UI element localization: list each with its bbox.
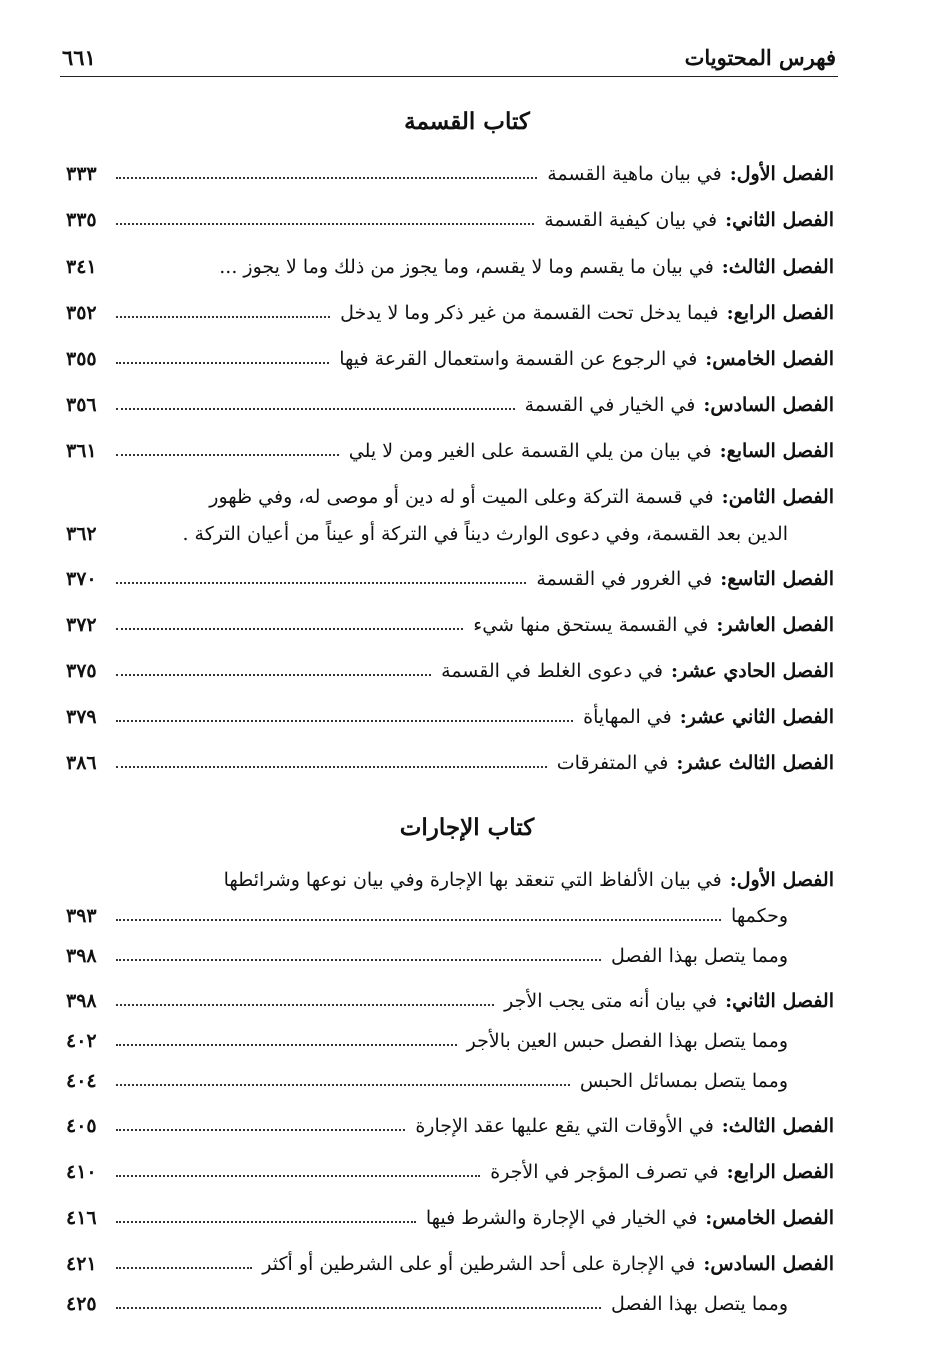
toc-entry: الفصل السادس: في الخيار في القسمة ٣٥٦ xyxy=(66,394,834,416)
section-title-ijarat: كتاب الإجارات xyxy=(399,814,535,841)
page-ref: ٣٦٢ xyxy=(66,523,97,545)
page-ref: ٤٠٤ xyxy=(66,1070,97,1092)
page-ref: ٣٦١ xyxy=(66,440,97,462)
toc-entry: الفصل الأول: في بيان ماهية القسمة ٣٣٣ xyxy=(66,163,834,185)
page-ref: ٤٠٢ xyxy=(66,1030,97,1052)
page-ref: ٤١٦ xyxy=(66,1207,97,1229)
page-ref: ٣٧٥ xyxy=(66,660,97,682)
leader-dots xyxy=(116,1083,570,1086)
toc-entry: الفصل الخامس: في الرجوع عن القسمة واستعمال القرعة فيها ٣٥٥ xyxy=(66,348,834,370)
toc-entry: الفصل الثاني: في بيان أنه متى يجب الأجر ٣٩٨ xyxy=(66,990,834,1012)
leader-dots xyxy=(116,1128,405,1131)
leader-dots xyxy=(116,1306,601,1309)
page-ref: ٣٨٦ xyxy=(66,752,97,774)
leader-dots xyxy=(116,918,721,921)
page-ref: ٣٤١ xyxy=(66,256,97,278)
leader-dots xyxy=(116,361,329,364)
toc-entry-sub: ومما يتصل بهذا الفصل ٤٢٥ xyxy=(66,1293,788,1315)
toc-entry: الفصل الخامس: في الخيار في الإجارة والشرط فيها ٤١٦ xyxy=(66,1207,834,1229)
toc-entry: الفصل السادس: في الإجارة على أحد الشرطين أو على الشرطين أو أكثر ٤٢١ xyxy=(66,1253,834,1275)
leader-dots xyxy=(116,765,547,768)
toc-entry: الفصل الثاني عشر: في المهايأة ٣٧٩ xyxy=(66,706,834,728)
section-title-qisma: كتاب القسمة xyxy=(404,108,530,135)
leader-dots xyxy=(116,453,339,456)
page-ref: ٣٥٢ xyxy=(66,302,97,324)
toc-entry: الفصل الثاني: في بيان كيفية القسمة ٣٣٥ xyxy=(66,209,834,231)
leader-dots xyxy=(116,719,573,722)
leader-dots xyxy=(116,407,515,410)
leader-dots xyxy=(116,1220,416,1223)
header-rule xyxy=(60,76,838,77)
toc-entry: الفصل العاشر: في القسمة يستحق منها شيء ٣٧٢ xyxy=(66,614,834,636)
leader-dots xyxy=(116,627,463,630)
page-ref: ٣٥٦ xyxy=(66,394,97,416)
toc-entry: الفصل الرابع: في تصرف المؤجر في الأجرة ٤١٠ xyxy=(66,1161,834,1183)
page-ref: ٣٧٠ xyxy=(66,568,97,590)
toc-entry-sub: ومما يتصل بمسائل الحبس ٤٠٤ xyxy=(66,1070,788,1092)
toc-entry: الفصل الأول: في بيان الألفاظ التي تنعقد بها الإجارة وفي بيان نوعها وشرائطها xyxy=(223,869,834,891)
toc-entry: الفصل الحادي عشر: في دعوى الغلط في القسمة ٣٧٥ xyxy=(66,660,834,682)
toc-entry: الفصل الثالث: في الأوقات التي يقع عليها عقد الإجارة ٤٠٥ xyxy=(66,1115,834,1137)
header-page-number: ٦٦١ xyxy=(62,45,96,70)
leader-dots xyxy=(116,581,526,584)
page-ref: ٣٩٣ xyxy=(66,905,97,927)
page-ref: ٣٥٥ xyxy=(66,348,97,370)
header-title: فهرس المحتويات xyxy=(684,45,836,70)
page-ref: ٣٣٥ xyxy=(66,209,97,231)
page-ref: ٣٧٩ xyxy=(66,706,97,728)
toc-entry: الفصل الثالث عشر: في المتفرقات ٣٨٦ xyxy=(66,752,834,774)
toc-entry: الفصل الثالث: في بيان ما يقسم وما لا يقسم، وما يجوز من ذلك وما لا يجوز ... ٣٤١ xyxy=(66,256,834,278)
toc-entry: الفصل السابع: في بيان من يلي القسمة على الغير ومن لا يلي ٣٦١ xyxy=(66,440,834,462)
leader-dots xyxy=(116,958,601,961)
leader-dots xyxy=(116,222,534,225)
leader-dots xyxy=(116,673,431,676)
toc-entry: الفصل التاسع: في الغرور في القسمة ٣٧٠ xyxy=(66,568,834,590)
page-ref: ٤١٠ xyxy=(66,1161,97,1183)
page-ref: ٤٢١ xyxy=(66,1253,97,1275)
leader-dots xyxy=(116,1043,457,1046)
page-ref: ٣٣٣ xyxy=(66,163,97,185)
toc-entry-sub: ومما يتصل بهذا الفصل ٣٩٨ xyxy=(66,945,788,967)
leader-dots xyxy=(116,1003,494,1006)
running-header xyxy=(62,34,836,70)
page-ref: ٤٠٥ xyxy=(66,1115,97,1137)
leader-dots xyxy=(116,176,537,179)
page-ref: ٣٩٨ xyxy=(66,945,97,967)
toc-entry: الفصل الثامن: في قسمة التركة وعلى الميت أو له دين أو موصى له، وفي ظهور xyxy=(209,486,834,508)
toc-entry: الفصل الرابع: فيما يدخل تحت القسمة من غير ذكر وما لا يدخل ٣٥٢ xyxy=(66,302,834,324)
leader-dots xyxy=(116,270,209,271)
toc-entry-continuation: وحكمها ٣٩٣ xyxy=(66,905,788,927)
leader-dots xyxy=(116,1174,480,1177)
toc-entry-sub: ومما يتصل بهذا الفصل حبس العين بالأجر ٤٠٢ xyxy=(66,1030,788,1052)
page-ref: ٣٩٨ xyxy=(66,990,97,1012)
toc-entry-continuation: الدين بعد القسمة، وفي دعوى الوارث ديناً في التركة أو عيناً من أعيان التركة . ٣٦٢ xyxy=(66,523,788,545)
page-ref: ٤٢٥ xyxy=(66,1293,97,1315)
page-ref: ٣٧٢ xyxy=(66,614,97,636)
leader-dots xyxy=(116,1266,252,1269)
leader-dots xyxy=(116,315,330,318)
